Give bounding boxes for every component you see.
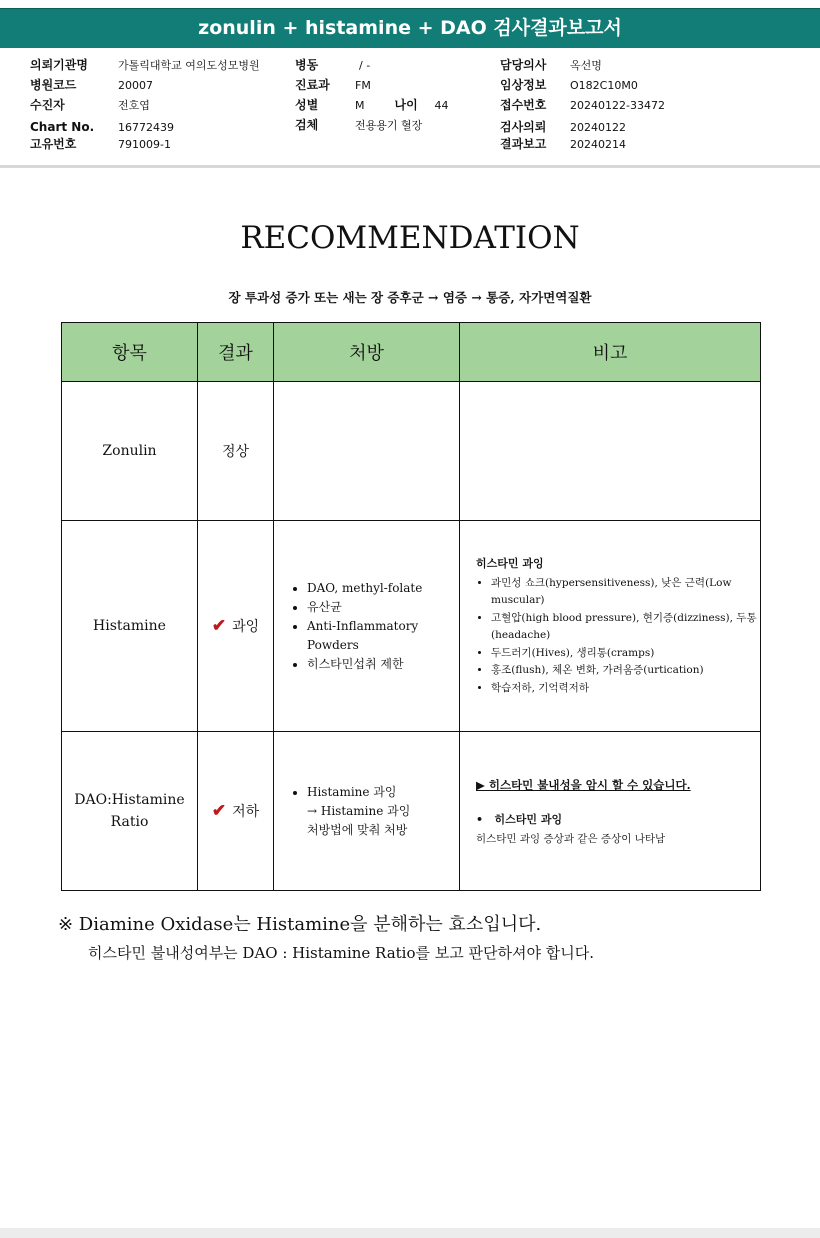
info-label: 진료과 <box>295 78 330 92</box>
info-label: 고유번호 <box>30 137 77 151</box>
check-mark-icon: ✔ <box>211 616 227 636</box>
recommendation-table <box>61 322 761 891</box>
item-cell: Zonulin <box>62 382 198 521</box>
info-label: 결과보고 <box>500 137 547 151</box>
info-row <box>295 55 449 75</box>
info-label: 수진자 <box>30 98 65 112</box>
footer-note-line1: ※ Diamine Oxidase는 Histamine을 분해하는 효소입니다. <box>58 914 542 935</box>
info-value: 20240122 <box>570 121 626 134</box>
info-label: 검체 <box>295 118 319 132</box>
check-mark-icon: ✔ <box>211 801 227 821</box>
info-label: 성별 <box>295 98 319 112</box>
report-title: zonulin + histamine + DAO 검사결과보고서 <box>0 8 820 48</box>
info-value: 전용용기 혈장 <box>355 119 423 132</box>
info-value: 전호엽 <box>118 99 150 112</box>
prescription-cell <box>274 732 460 891</box>
list-item: • 홍조(flush), 체온 변화, 가려움증(urtication) <box>491 662 759 680</box>
list-item: • 두드러기(Hives), 생리통(cramps) <box>491 645 759 663</box>
prescription-cell <box>274 382 460 521</box>
bottom-border <box>0 1228 820 1238</box>
info-value: 가톨릭대학교 여의도성모병원 <box>118 59 260 72</box>
note-cell <box>460 382 761 521</box>
age-value: 44 <box>434 99 449 112</box>
prescription-list <box>275 579 458 674</box>
info-value: / - <box>359 59 371 72</box>
info-row <box>500 75 665 95</box>
recommendation-subtitle: 장 투과성 증가 또는 새는 장 증후군 → 염증 → 통증, 자가면역질환 <box>228 290 592 305</box>
patient-info-col2 <box>295 55 449 135</box>
info-row <box>295 95 449 115</box>
footer-note-line2: 히스타민 불내성여부는 DAO : Histamine Ratio를 보고 판단하셔야 합니다. <box>88 944 594 962</box>
table-row-histamine <box>62 521 761 732</box>
result-value: 저하 <box>232 804 260 820</box>
intolerance-note: ▶ 히스타민 불내성을 암시 할 수 있습니다. <box>476 777 691 792</box>
info-row <box>295 75 449 95</box>
note-cell <box>460 521 761 732</box>
info-value: 20240122-33472 <box>570 99 665 112</box>
info-row <box>30 134 260 154</box>
note-heading: 히스타민 과잉 <box>476 556 544 570</box>
note-list <box>461 575 759 698</box>
result-cell <box>198 732 274 891</box>
column-header-prescription: 처방 <box>274 323 460 382</box>
info-row <box>500 55 665 75</box>
result-value: 과잉 <box>232 619 260 635</box>
info-value: O182C10M0 <box>570 79 638 92</box>
list-item: • 유산균 <box>307 598 458 617</box>
info-label: Chart No. <box>30 120 95 134</box>
info-value: 16772439 <box>118 121 174 134</box>
info-value: 옥선명 <box>570 59 602 72</box>
item-cell: Histamine <box>62 521 198 732</box>
column-header-note: 비고 <box>460 323 761 382</box>
info-value: 791009-1 <box>118 138 171 151</box>
column-header-result: 결과 <box>198 323 274 382</box>
info-value: 20007 <box>118 79 153 92</box>
note-text: 히스타민 과잉 증상과 같은 증상이 나타남 <box>476 832 666 845</box>
note-bullet: • 히스타민 과잉 <box>476 812 563 826</box>
list-item: • Histamine 과잉 <box>307 783 458 802</box>
info-row <box>30 75 260 95</box>
prescription-cell <box>274 521 460 732</box>
column-header-item: 항목 <box>62 323 198 382</box>
info-label: 병원코드 <box>30 78 77 92</box>
note-cell <box>460 732 761 891</box>
info-value: 20240214 <box>570 138 626 151</box>
prescription-list <box>275 783 458 802</box>
prescription-arrow-line: → Histamine 과잉 <box>307 803 411 818</box>
list-item: • Anti-Inflammatory Powders <box>307 617 458 655</box>
info-label: 임상정보 <box>500 78 547 92</box>
table-header-row <box>62 323 761 382</box>
info-row <box>30 95 260 115</box>
list-item: • 고혈압(high blood pressure), 현기증(dizziness), 두통(headache) <box>491 610 759 645</box>
list-item: • DAO, methyl-folate <box>307 579 458 598</box>
result-cell: 정상 <box>198 382 274 521</box>
info-value: M <box>355 99 365 112</box>
note-bullet-text: 히스타민 과잉 <box>494 812 563 826</box>
list-item: • 학습저하, 기억력저하 <box>491 680 759 698</box>
result-cell <box>198 521 274 732</box>
info-value: FM <box>355 79 371 92</box>
item-cell: DAO:Histamine Ratio <box>62 732 198 891</box>
info-label: 검사의뢰 <box>500 120 547 134</box>
info-row <box>295 115 449 135</box>
header-divider <box>0 165 820 168</box>
info-label: 접수번호 <box>500 98 547 112</box>
info-row <box>500 95 665 115</box>
info-label: 병동 <box>295 58 319 72</box>
table-row-dao-ratio <box>62 732 761 891</box>
patient-info-col3 <box>500 55 665 154</box>
prescription-method-line: 처방법에 맞춰 처방 <box>307 822 408 837</box>
table-row-zonulin <box>62 382 761 521</box>
info-row <box>30 55 260 75</box>
patient-info-col1 <box>30 55 260 154</box>
list-item: • 히스타민섭취 제한 <box>307 655 458 674</box>
info-row <box>500 134 665 154</box>
info-label: 담당의사 <box>500 58 547 72</box>
list-item: • 과민성 쇼크(hypersensitiveness), 낮은 근력(Low muscular) <box>491 575 759 610</box>
info-label: 의뢰기관명 <box>30 58 88 72</box>
recommendation-title: RECOMMENDATION <box>240 220 580 256</box>
age-label: 나이 <box>394 98 418 112</box>
